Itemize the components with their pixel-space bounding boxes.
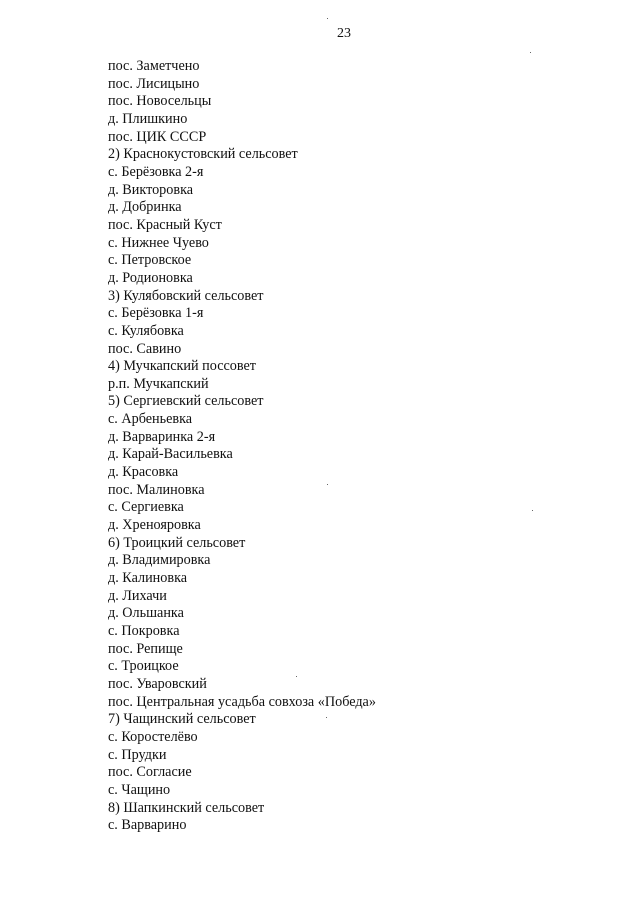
council-heading: 8) Шапкинский сельсовет [108, 799, 265, 816]
list-item: д. Добринка [108, 199, 182, 216]
list-item: с. Петровское [108, 252, 192, 269]
list-item: с. Берёзовка 1-я [108, 305, 204, 322]
council-heading: 4) Мучкапский поссовет [108, 358, 256, 375]
list-item: с. Прудки [108, 746, 167, 763]
list-item: д. Варваринка 2-я [108, 428, 216, 445]
council-heading: 5) Сергиевский сельсовет [108, 393, 264, 410]
scan-speck [327, 18, 328, 19]
list-item: д. Родионовка [108, 269, 193, 286]
list-item: пос. Новосельцы [108, 93, 212, 110]
council-heading: 6) Троицкий сельсовет [108, 534, 246, 551]
list-item: пос. Репище [108, 640, 183, 657]
list-item: с. Троицкое [108, 658, 179, 675]
list-item: д. Хренояровка [108, 517, 201, 534]
council-heading: 2) Краснокустовский сельсовет [108, 146, 298, 163]
list-item: с. Чащино [108, 781, 171, 798]
list-item: с. Кулябовка [108, 322, 184, 339]
settlement-list [108, 58, 376, 835]
list-item: пос. Красный Куст [108, 216, 222, 233]
list-item: д. Красовка [108, 464, 179, 481]
scan-speck [326, 717, 327, 718]
list-item: пос. Савино [108, 340, 182, 357]
list-item: пос. Центральная усадьба совхоза «Победа» [108, 693, 376, 710]
list-item: пос. ЦИК СССР [108, 128, 207, 145]
list-item: с. Арбеньевка [108, 411, 193, 428]
scan-speck [327, 484, 328, 485]
list-item: пос. Малиновка [108, 481, 205, 498]
scan-speck [532, 510, 533, 511]
council-heading: 7) Чащинский сельсовет [108, 711, 256, 728]
list-item: пос. Уваровский [108, 675, 207, 692]
list-item: д. Калиновка [108, 570, 188, 587]
list-item: д. Викторовка [108, 181, 194, 198]
list-item: р.п. Мучкапский [108, 375, 209, 392]
list-item: пос. Заметчено [108, 58, 200, 74]
list-item: д. Ольшанка [108, 605, 184, 622]
list-item: с. Нижнее Чуево [108, 234, 209, 251]
scan-speck [296, 676, 297, 677]
list-item: д. Лихачи [108, 587, 167, 604]
list-item: с. Сергиевка [108, 499, 184, 516]
list-item: пос. Согласие [108, 764, 192, 781]
list-item: пос. Лисицыно [108, 75, 200, 92]
list-item: д. Карай-Васильевка [108, 446, 233, 463]
council-heading: 3) Кулябовский сельсовет [108, 287, 264, 304]
list-item: д. Плишкино [108, 110, 188, 127]
list-item: с. Берёзовка 2-я [108, 163, 204, 180]
list-item: д. Владимировка [108, 552, 211, 569]
page-number: 23 [337, 26, 351, 41]
list-item: с. Покровка [108, 623, 180, 639]
list-item: с. Коростелёво [108, 728, 198, 745]
list-item: с. Варварино [108, 817, 187, 834]
scan-speck [530, 52, 531, 53]
